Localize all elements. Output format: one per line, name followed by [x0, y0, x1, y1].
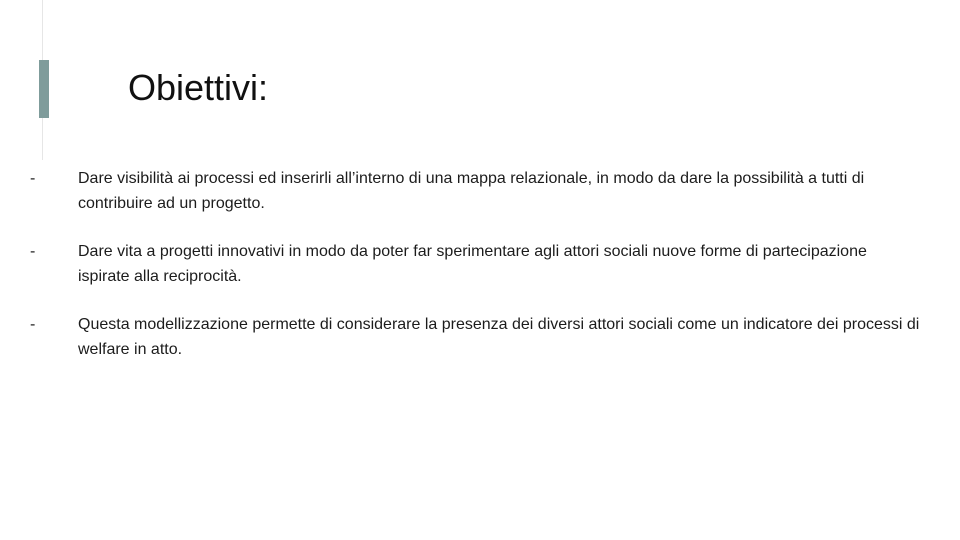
bullet-marker: - [30, 243, 36, 260]
bullet-item [30, 312, 920, 362]
bullet-item [30, 166, 920, 216]
title-accent-bar [39, 60, 49, 118]
bullet-text: Dare vita a progetti innovativi in modo da poter far sperimentare agli attori sociali nuove forme di partecipazione ispirate alla reciprocità. [78, 243, 867, 285]
bullet-item [30, 239, 920, 289]
bullet-list [30, 166, 920, 385]
bullet-text: Dare visibilità ai processi ed inserirli all’interno di una mappa relazionale, in modo da dare la possibilità a tutti di contribuire ad un progetto. [78, 170, 865, 212]
slide-title: Obiettivi: [128, 67, 269, 108]
bullet-marker: - [30, 316, 36, 333]
bullet-text: Questa modellizzazione permette di considerare la presenza dei diversi attori sociali come un indicatore dei processi di welfare in atto. [78, 316, 920, 358]
bullet-marker: - [30, 170, 36, 187]
